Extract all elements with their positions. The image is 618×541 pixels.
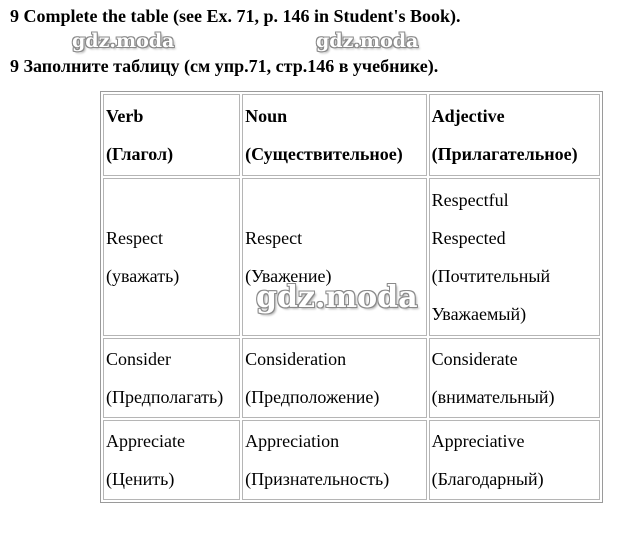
cell-line: (Предполагать) [106, 387, 224, 407]
cell-line: Respectful [431, 190, 509, 210]
cell-line: Considerate [431, 349, 518, 369]
watermark: gdz.moda [72, 30, 175, 52]
watermark: gdz.moda [256, 280, 418, 315]
table-cell [103, 338, 240, 418]
exercise-heading-en: 9 Complete the table (see Ex. 71, p. 146 in Student's Book). [10, 6, 461, 26]
cell-line: (Ценить) [106, 469, 175, 489]
table-cell [429, 178, 600, 336]
table-cell [242, 420, 426, 500]
cell-line: (Благодарный) [431, 469, 544, 489]
table-header-row [103, 94, 600, 176]
header-label: Verb [106, 106, 144, 126]
table-cell [103, 420, 240, 500]
cell-line: Consider [106, 349, 171, 369]
cell-line: (Признательность) [245, 469, 390, 489]
table-cell [103, 178, 240, 336]
cell-line: (Предположение) [245, 387, 380, 407]
table-cell [242, 338, 426, 418]
header-cell-verb [103, 94, 240, 176]
header-cell-adjective [429, 94, 600, 176]
word-forms-table [100, 91, 603, 503]
cell-line: (внимательный) [431, 387, 555, 407]
cell-line: Appreciative [431, 431, 525, 451]
watermark: gdz.moda [316, 30, 419, 52]
header-label: Adjective [431, 106, 505, 126]
table-row [103, 420, 600, 500]
cell-line: Уважаемый) [431, 304, 527, 324]
table-cell [429, 338, 600, 418]
table-row [103, 178, 600, 336]
cell-line: (Почтительный [431, 266, 551, 286]
header-translation: (Прилагательное) [431, 144, 578, 164]
table-cell [429, 420, 600, 500]
cell-line: Respect [106, 228, 163, 248]
header-cell-noun [242, 94, 426, 176]
table-cell [242, 178, 426, 336]
cell-line: Appreciation [245, 431, 340, 451]
cell-line: Respect [245, 228, 303, 248]
cell-line: (Уважение) [245, 266, 332, 286]
header-translation: (Существительное) [245, 144, 403, 164]
cell-line: Appreciate [106, 431, 185, 451]
cell-line: Consideration [245, 349, 347, 369]
header-translation: (Глагол) [106, 144, 174, 164]
cell-line: Respected [431, 228, 506, 248]
exercise-heading-ru: 9 Заполните таблицу (см упр.71, стр.146 в учебнике). [10, 56, 439, 76]
cell-line: (уважать) [106, 266, 180, 286]
table-row [103, 338, 600, 418]
header-label: Noun [245, 106, 288, 126]
